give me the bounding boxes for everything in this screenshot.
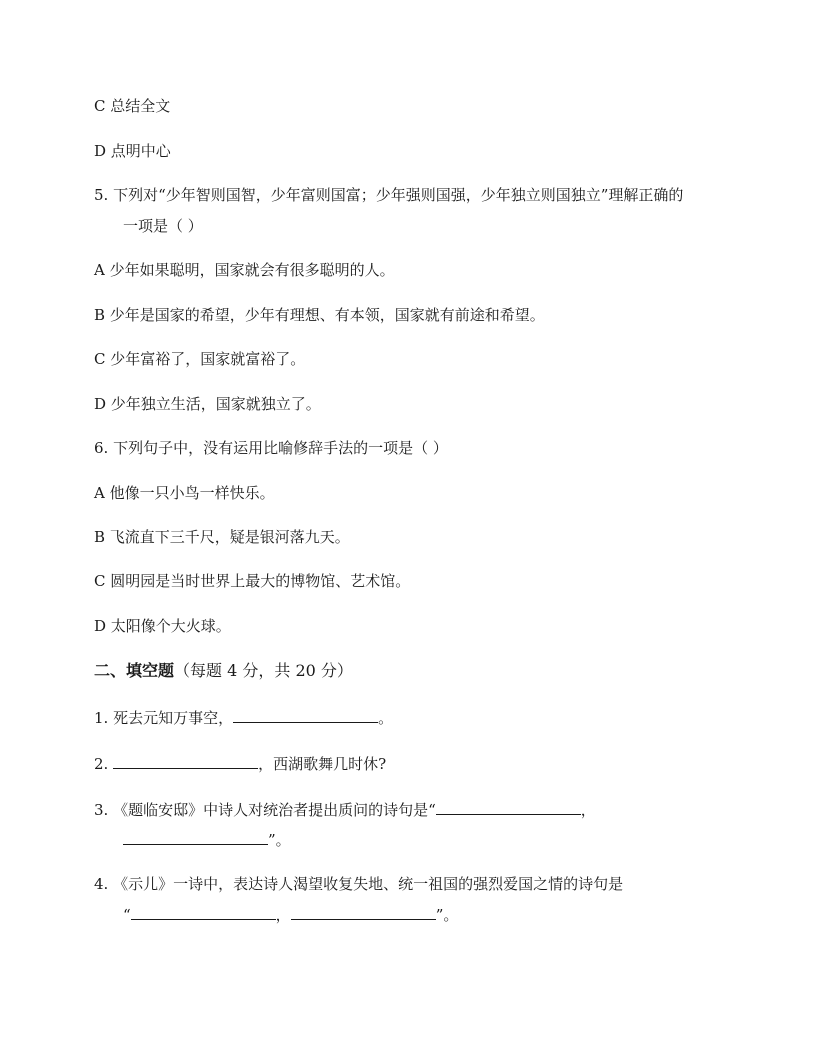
fill-q1-suffix: 。	[378, 709, 394, 727]
section-note: （每题 4 分，共 20 分）	[174, 661, 353, 680]
option-5c: C 少年富裕了，国家就富裕了。	[94, 350, 306, 368]
option-5b: B 少年是国家的希望，少年有理想、有本领，国家就有前途和希望。	[94, 306, 545, 324]
fill-q4-close: ”。	[435, 906, 459, 924]
option-6a: A 他像一只小鸟一样快乐。	[94, 484, 275, 502]
option-6c: C 圆明园是当时世界上最大的博物馆、艺术馆。	[94, 572, 411, 590]
fill-q1-prefix: 1. 死去元知万事空，	[94, 709, 234, 727]
option-4d: D 点明中心	[94, 142, 171, 160]
fill-question-4-line1: 4. 《示儿》一诗中，表达诗人渴望收复失地、统一祖国的强烈爱国之情的诗句是	[94, 875, 624, 893]
answer-blank[interactable]	[233, 708, 378, 723]
fill-q3-suffix: ”。	[268, 831, 291, 849]
answer-blank[interactable]	[113, 754, 258, 769]
fill-q2-suffix: ，西湖歌舞几时休?	[258, 755, 387, 773]
fill-q2-prefix: 2.	[94, 755, 114, 773]
fill-q3-mid: ，	[580, 801, 596, 819]
question-6-stem: 6. 下列句子中，没有运用比喻修辞手法的一项是（ ）	[94, 439, 448, 457]
fill-question-3-line1	[94, 800, 596, 820]
answer-blank[interactable]	[131, 905, 276, 920]
fill-q4-mid: ，	[275, 906, 291, 924]
option-4c: C 总结全文	[94, 97, 171, 115]
option-6d: D 太阳像个大火球。	[94, 617, 231, 635]
section-heading	[94, 661, 353, 681]
option-6b: B 飞流直下三千尺，疑是银河落九天。	[94, 528, 350, 546]
answer-blank[interactable]	[291, 905, 436, 920]
fill-question-3-line2	[123, 830, 291, 850]
answer-blank[interactable]	[436, 800, 581, 815]
fill-q4-open: “	[123, 906, 131, 924]
fill-question-1	[94, 708, 393, 728]
answer-blank[interactable]	[123, 830, 268, 845]
fill-q3-prefix: 3. 《题临安邸》中诗人对统治者提出质问的诗句是“	[94, 801, 436, 819]
question-5-stem-line2: 一项是（ ）	[123, 217, 203, 235]
option-5a: A 少年如果聪明，国家就会有很多聪明的人。	[94, 261, 395, 279]
section-title: 二、填空题	[94, 661, 175, 680]
question-5-stem-line1: 5. 下列对“少年智则国智，少年富则国富；少年强则国强，少年独立则国独立”理解正确的	[94, 186, 684, 204]
fill-question-2	[94, 754, 386, 774]
fill-question-4-line2	[123, 905, 458, 925]
option-5d: D 少年独立生活，国家就独立了。	[94, 395, 321, 413]
